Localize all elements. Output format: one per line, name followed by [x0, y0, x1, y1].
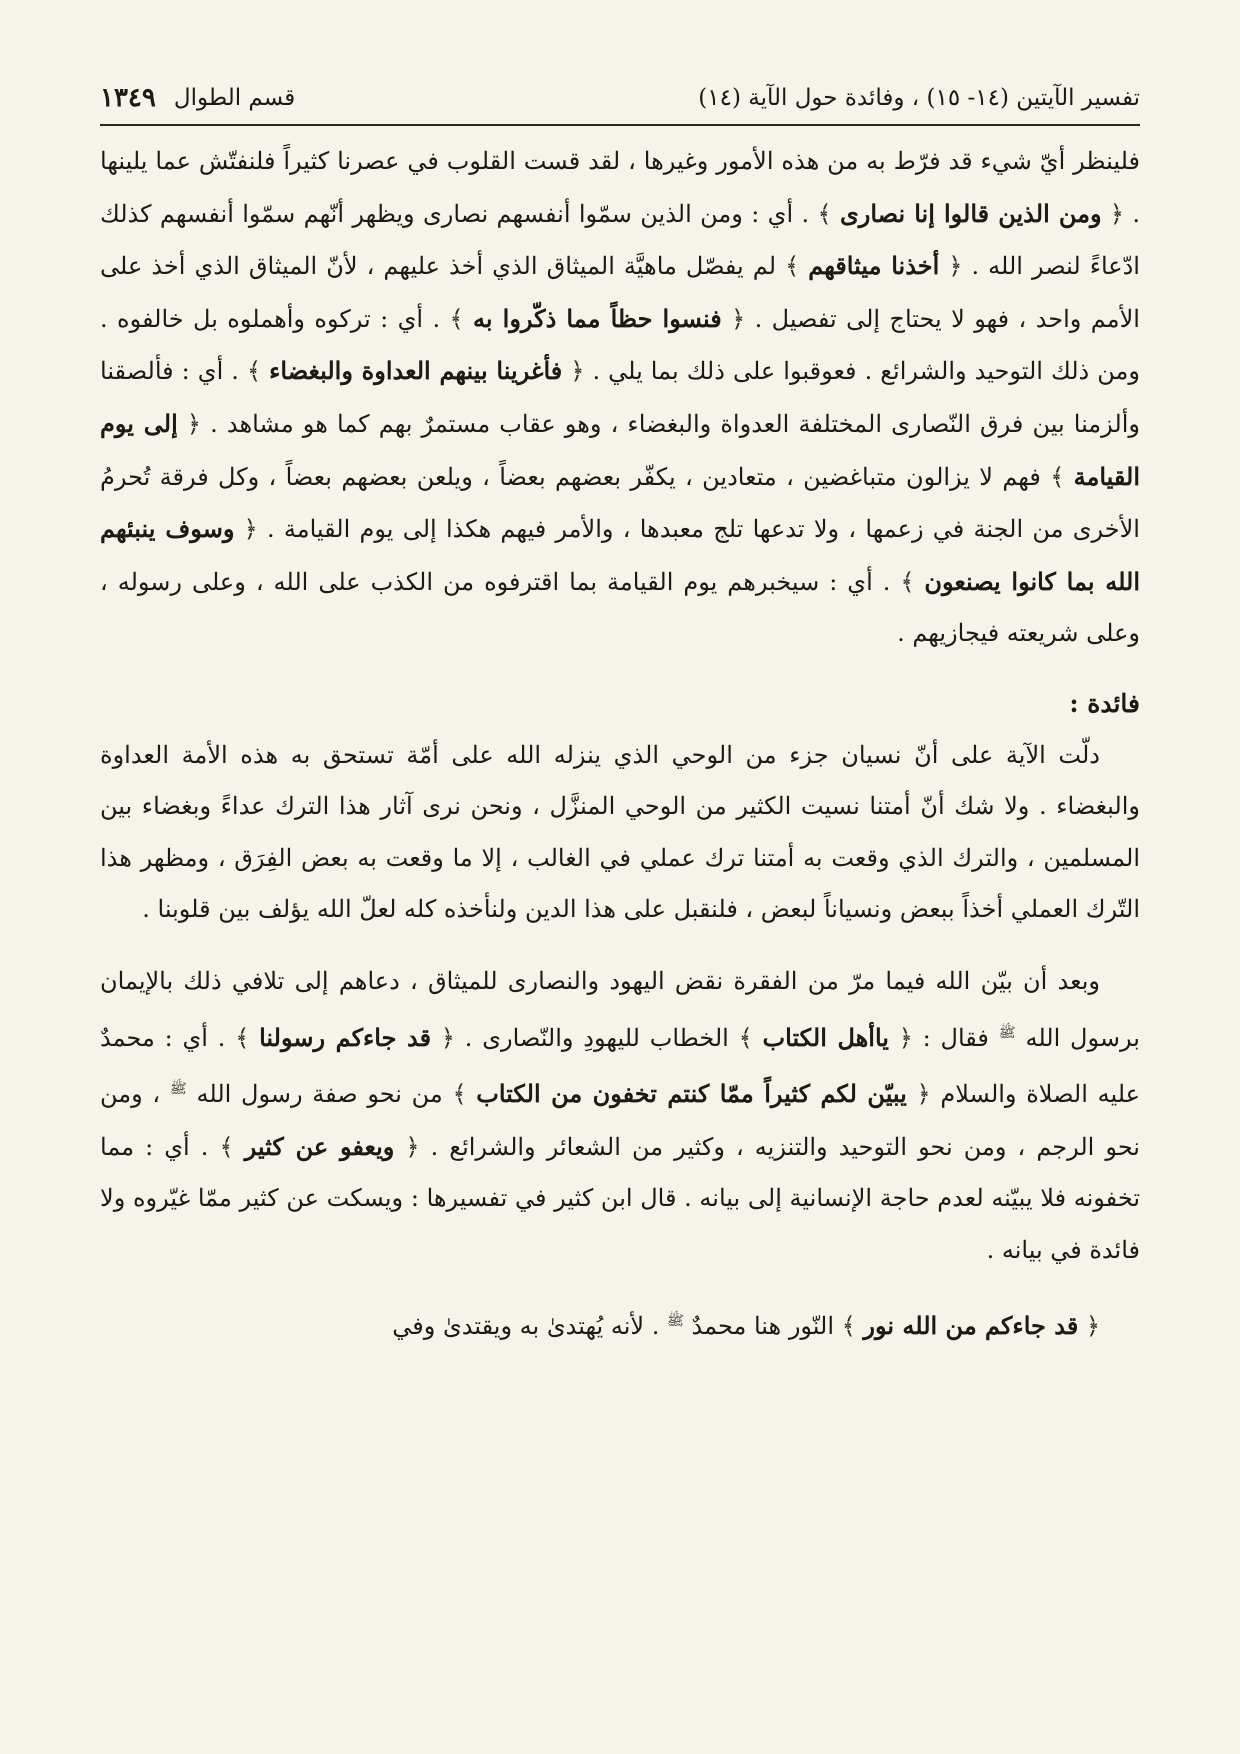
- quran-quote: فأغرينا بينهم العداوة والبغضاء: [269, 356, 563, 386]
- salutation-glyph: ﷺ: [666, 1313, 684, 1330]
- quran-quote: أخذنا ميثاقهم: [808, 251, 940, 281]
- body-text: . أي : مما تخفونه فلا يبيّنه لعدم حاجة الإنسانية إلى بيانه . قال ابن كثير في تفسيرها : ويسكت عن كثير ممّا غيّروه ولا فائدة في بيانه .: [100, 1132, 1140, 1264]
- salutation-glyph: ﷺ: [169, 1081, 187, 1098]
- quran-quote: قد جاءكم من الله نور: [863, 1311, 1079, 1341]
- body-text: . أي : ومن الذين سمّوا أنفسهم نصارى ويظهر أنّهم سمّوا أنفسهم كذلك ادّعاءً لنصر الله .: [100, 199, 1140, 281]
- quran-bracket-close: ﴾: [841, 1312, 856, 1341]
- header-section: قسم الطوال: [173, 85, 296, 111]
- quran-quote: فنسوا حظاً مما ذكّروا به: [472, 303, 722, 333]
- quran-bracket-open: ﴿: [916, 1080, 931, 1109]
- body-text: ، ومن نحو الرجم ، ومن نحو التوحيد والتنزيه ، وكثير من الشعائر والشرائع .: [100, 1080, 1140, 1161]
- quran-quote: يبيّن لكم كثيراً ممّا كنتم تخفون من الكتاب: [476, 1079, 907, 1109]
- quran-bracket-open: ﴿: [440, 1023, 455, 1052]
- body-text: لم يفصّل ماهيَّة الميثاق الذي أخذ عليهم ، لأنّ الميثاق الذي أخذ على الأمم واحد ، فهو لا يحتاج إلى تفصيل .: [100, 252, 1140, 333]
- header-page-info: [100, 83, 295, 113]
- salutation-glyph: ﷺ: [998, 1024, 1016, 1041]
- section-heading-faida: فائدة :: [1069, 688, 1140, 718]
- quran-bracket-open: ﴿: [570, 357, 585, 386]
- paragraph-4: [100, 1296, 1140, 1353]
- quran-quote: قد جاءكم رسولنا: [259, 1022, 432, 1052]
- body-text: . أي : محمدٌ عليه الصلاة والسلام: [100, 1023, 1140, 1109]
- quran-quote: ياأهل الكتاب: [762, 1022, 889, 1052]
- body-text: . أي : سيخبرهم يوم القيامة بما اقترفوه من الكذب على الله ، وعلى رسوله ، وعلى شريعته فيجازيهم .: [100, 567, 1140, 648]
- body-text: فهم لا يزالون متباغضين ، متعادين ، يكفّر بعضهم بعضاً ، ويلعن بعضهم بعضاً ، وكل فرقة تُحرمُ الأخرى من الجنة في زعمها ، ولا تدعها تلج معبدها ، والأمر فيهم هكذا إلى يوم القيامة .: [100, 462, 1140, 544]
- quran-bracket-close: ﴾: [452, 1080, 467, 1109]
- paragraph-3: [100, 956, 1140, 1277]
- quran-bracket-close: ﴾: [817, 199, 832, 228]
- running-header: [100, 78, 1140, 118]
- quran-bracket-open: ﴿: [186, 409, 201, 438]
- quran-bracket-open: ﴿: [405, 1132, 420, 1161]
- quran-quote: إلى يوم القيامة: [100, 408, 1140, 491]
- body-text: الخطاب لليهودِ والنّصارى .: [464, 1023, 729, 1052]
- body-text: النّور هنا محمدٌ: [691, 1312, 835, 1341]
- header-title: تفسير الآيتين (١٤- ١٥) ، وفائدة حول الآية (١٤): [698, 85, 1140, 111]
- quran-bracket-close: ﴾: [449, 304, 464, 333]
- quran-bracket-close: ﴾: [785, 252, 800, 281]
- body-text: فلينظر أيّ شيء قد فرّط به من هذه الأمور وغيرها ، لقد قست القلوب في عصرنا كثيراً فلنفتّش عما يلينها .: [100, 147, 1140, 228]
- quran-quote: ومن الذين قالوا إنا نصارى: [839, 198, 1102, 228]
- quran-bracket-open: ﴿: [731, 304, 746, 333]
- body-text: من نحو صفة رسول الله: [196, 1080, 443, 1109]
- quran-bracket-open: ﴿: [948, 252, 963, 281]
- quran-bracket-open: ﴿: [898, 1023, 913, 1052]
- body-text: . أي : تركوه وأهملوه بل خالفوه . ومن ذلك التوحيد والشرائع . فعوقبوا على ذلك بما يلي .: [100, 304, 1140, 386]
- page-body: [100, 136, 1140, 1353]
- quran-bracket-close: ﴾: [1050, 462, 1065, 491]
- quran-quote: وسوف ينبئهم الله بما كانوا يصنعون: [100, 514, 1140, 596]
- quran-bracket-close: ﴾: [219, 1132, 234, 1161]
- header-divider: [100, 124, 1140, 126]
- page-number: ١٣٤٩: [100, 83, 156, 113]
- paragraph-1: [100, 136, 1140, 660]
- quran-bracket-close: ﴾: [235, 1023, 250, 1052]
- quran-quote: ويعفو عن كثير: [244, 1131, 395, 1161]
- quran-bracket-open: ﴿: [243, 515, 258, 544]
- quran-bracket-open: ﴿: [1109, 199, 1124, 228]
- faida-paragraph: دلّت الآية على أنّ نسيان جزء من الوحي الذي ينزله الله على أمّة تستحق به هذه الأمة العداوة والبغضاء . ولا شك أنّ أمتنا نسيت الكثير من الوحي المنزَّل ، ونحن نرى آثار هذا الترك عداءً وبغضاء بين المسلمين ، والترك الذي وقعت به أمتنا ترك عملي في الغالب ، إلا ما وقعت به بعض الفِرَق ، ومظهر هذا التّرك العملي أخذاً ببعض ونسياناً لبعض ، فلنقبل على هذا الدين ولنأخذه كله لعلّ الله يؤلف بين قلوبنا .: [100, 740, 1140, 924]
- body-text: وبعد أن بيّن الله فيما مرّ من الفقرة نقض اليهود والنصارى للميثاق ، دعاهم إلى تلافي ذلك بالإيمان برسول الله: [100, 966, 1140, 1052]
- body-text: فقال :: [922, 1023, 989, 1052]
- quran-bracket-close: ﴾: [900, 567, 915, 596]
- quran-bracket-close: ﴾: [246, 357, 262, 386]
- quran-bracket-open: ﴿: [1085, 1312, 1100, 1341]
- body-text: . أي : فألصقنا وألزمنا بين فرق النّصارى المختلفة العدواة والبغضاء ، وهو عقاب مستمرٌ بهم كما هو مشاهد .: [100, 357, 1140, 438]
- quran-bracket-close: ﴾: [738, 1023, 753, 1052]
- body-text: . لأنه يُهتدىٰ به ويقتدىٰ وفي: [392, 1312, 660, 1341]
